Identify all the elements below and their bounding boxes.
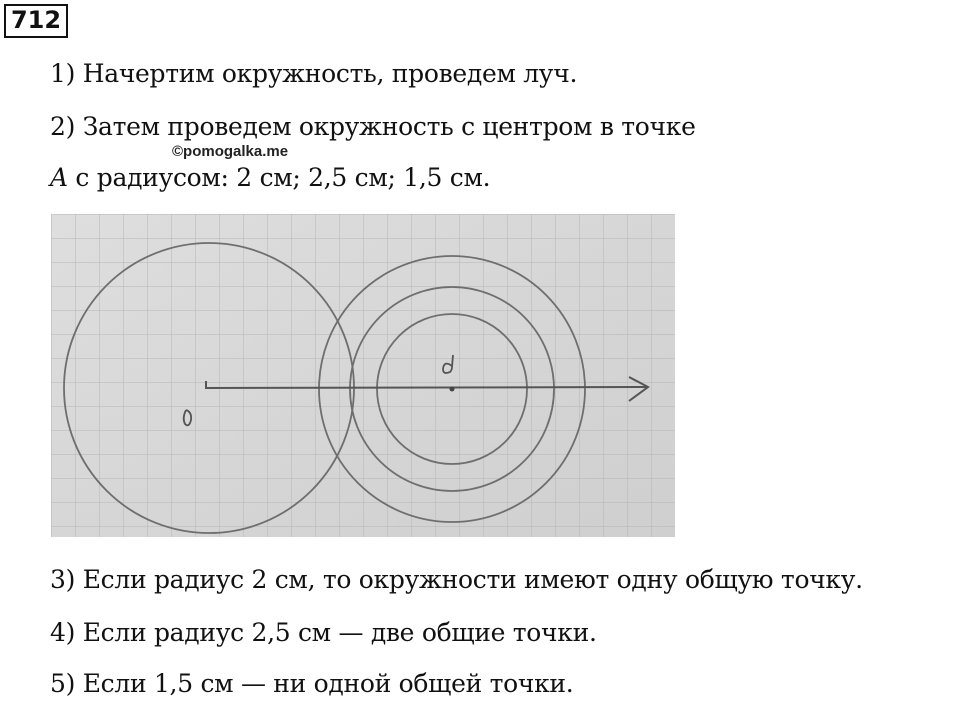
step-2-continuation bbox=[50, 162, 490, 194]
step-5-text: 5) Если 1,5 см — ни одной общей точки. bbox=[50, 669, 574, 698]
step-4-text: 4) Если радиус 2,5 см — две общие точки. bbox=[50, 618, 597, 647]
watermark: ©pomogalka.me bbox=[172, 143, 289, 160]
point-a-label: A bbox=[50, 163, 68, 192]
radius-list-text: с радиусом: 2 см; 2,5 см; 1,5 см. bbox=[75, 163, 491, 192]
ray-line bbox=[206, 387, 648, 388]
step-2-text: 2) Затем проведем окружность с центром в точке bbox=[50, 112, 696, 141]
step-3-text: 3) Если радиус 2 см, то окружности имеют одну общую точку. bbox=[50, 565, 863, 594]
problem-number: 712 bbox=[4, 4, 68, 38]
step-1-text: 1) Начертим окружность, проведем луч. bbox=[50, 59, 578, 88]
point-a bbox=[450, 387, 455, 392]
notebook-figure bbox=[51, 214, 675, 537]
